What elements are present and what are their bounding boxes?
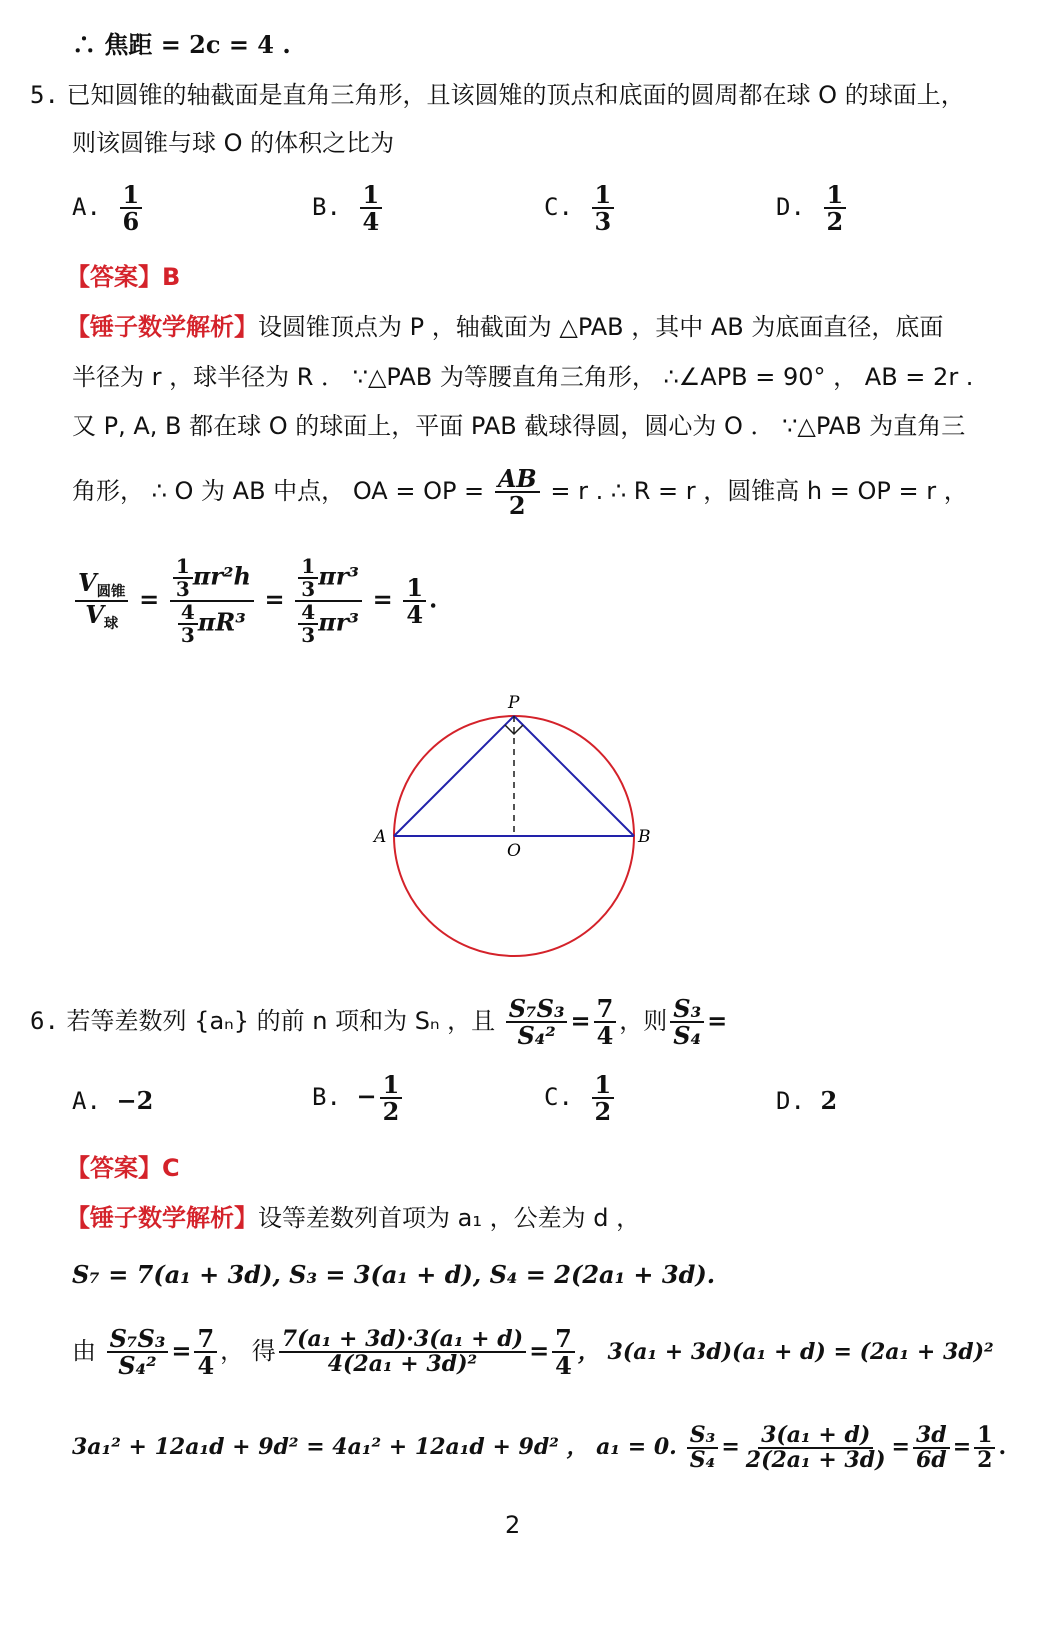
q5-stem-line2: 则该圆锥与球 O 的体积之比为 bbox=[72, 129, 395, 157]
q6-l3-fraction-4: $\frac{7}{4}$ bbox=[552, 1326, 575, 1378]
q5-option-b-fraction: $\frac{1}{4}$ bbox=[360, 182, 383, 234]
q6-option-a-value: −2 bbox=[116, 1086, 154, 1115]
q5-option-b bbox=[312, 180, 385, 237]
q5-option-d-label: D. bbox=[776, 192, 805, 221]
q5-number: 5. bbox=[30, 81, 59, 109]
q6-stem: 6. 若等差数列 {aₙ} 的前 n 项和为 Sₙ ，且 $\frac{\text{S₇S₃}}{\text{S₄²}}$ = $\frac{7}{4}$ ，则 $\frac{\text{S₃}}{\text{S₄}}$ = bbox=[30, 994, 728, 1051]
q6-analysis-line3: 由 $\frac{\text{S₇S₃}}{\text{S₄²}}$ = $\frac{7}{4}$ ， 得 $\frac{\text{7(a₁ + 3d)·3(a₁ + d)}}{\text{4(2a₁ + 3d)²}}$ = $\frac{7}{4}$ ， 3(a₁ + 3d)(a₁ + d) = (2a₁ + 3d)² bbox=[72, 1324, 994, 1381]
q6-answer-tag: 【答案】 bbox=[66, 1154, 162, 1182]
circle-triangle-diagram bbox=[340, 688, 660, 968]
q6-number: 6. bbox=[30, 1007, 59, 1036]
q6-l4-fraction-2: $\frac{\text{3(a₁ + d)}}{\text{2(2a₁ + 3d)}}$ bbox=[745, 1422, 886, 1474]
q5-option-c bbox=[544, 180, 617, 237]
q6-l4-fraction-4: $\frac{1}{2}$ bbox=[974, 1424, 995, 1472]
segment-pa bbox=[394, 716, 514, 836]
q5-analysis-line1 bbox=[66, 312, 943, 342]
q5-analysis-tag: 【锤子数学解析】 bbox=[66, 313, 258, 341]
q6-answer bbox=[66, 1153, 180, 1183]
segment-pb bbox=[514, 716, 634, 836]
q5-answer-value: B bbox=[162, 263, 181, 291]
previous-conclusion: ∴ 焦距 = 2c = 4 . bbox=[72, 30, 291, 59]
q5-option-d-fraction: $\frac{1}{2}$ bbox=[824, 182, 847, 234]
q5-option-b-label: B. bbox=[312, 192, 341, 221]
q6-stem-fraction-1: $\frac{\text{S₇S₃}}{\text{S₄²}}$ bbox=[506, 996, 568, 1048]
q5-analysis-line4 bbox=[72, 464, 968, 521]
q6-stem-fraction-2: $\frac{7}{4}$ bbox=[594, 996, 617, 1048]
q6-option-d-label: D. bbox=[776, 1087, 805, 1115]
q6-analysis-text1: 设等差数列首项为 a₁ ，公差为 d ， bbox=[258, 1204, 641, 1232]
label-a: A bbox=[374, 827, 387, 847]
q6-l4-fraction-3: $\frac{3d}{6d}$ bbox=[913, 1424, 950, 1472]
q6-option-b-fraction: $\frac{1}{2}$ bbox=[380, 1072, 403, 1124]
q6-option-d-value: 2 bbox=[820, 1086, 838, 1115]
label-o: O bbox=[507, 841, 521, 861]
q6-option-c-fraction: $\frac{1}{2}$ bbox=[592, 1072, 615, 1124]
q5-option-a-label: A. bbox=[72, 192, 101, 221]
volume-ratio-result: $\frac{1}{4}$ bbox=[403, 575, 426, 627]
q6-analysis-line4: 3a₁² + 12a₁d + 9d² = 4a₁² + 12a₁d + 9d² ， a₁ = 0. $\frac{\text{S₃}}{\text{S₄}}$ = $\frac{\text{3(a₁ + d)}}{\text{2(2a₁ + 3d)}}$ = $\frac{3d}{6d}$ = $\frac{1}{2}$ . bbox=[72, 1422, 1007, 1474]
q5-option-c-label: C. bbox=[544, 192, 573, 221]
q6-stem-pre: 若等差数列 {aₙ} 的前 n 项和为 Sₙ ，且 bbox=[66, 1007, 496, 1036]
q5-analysis-line2: 半径为 r ，球半径为 R ． ∵△PAB 为等腰直角三角形， ∴∠APB = 90° ， AB = 2r . bbox=[72, 363, 974, 391]
q5-analysis-line3: 又 P, A, B 都在球 O 的球面上，平面 PAB 截球得圆，圆心为 O ． ∵△PAB 为直角三 bbox=[72, 412, 966, 440]
q6-answer-value: C bbox=[162, 1154, 180, 1182]
volume-ratio-lhs: $\frac{V_{圆锥}}{V_球}$ bbox=[75, 570, 128, 632]
q6-analysis-line1 bbox=[66, 1203, 640, 1233]
q5-line4-post: = r . ∴ R = r ，圆锥高 h = OP = r ， bbox=[550, 477, 968, 506]
volume-ratio-fraction-1: $\frac{1}{3}$ πr²h $\frac{4}{3}$ πR³ bbox=[170, 556, 254, 646]
q5-option-d bbox=[776, 180, 849, 237]
q6-analysis-tag: 【锤子数学解析】 bbox=[66, 1204, 258, 1232]
q6-option-c-label: C. bbox=[544, 1082, 573, 1111]
page-number: 2 bbox=[505, 1511, 521, 1539]
q5-option-a bbox=[72, 180, 145, 237]
q6-analysis-line2: S₇ = 7(a₁ + 3d), S₃ = 3(a₁ + d), S₄ = 2(2a₁ + 3d). bbox=[72, 1260, 716, 1289]
q5-line4-pre: 角形， ∴ O 为 AB 中点， OA = OP = bbox=[72, 477, 485, 506]
q5-analysis-text1: 设圆锥顶点为 P ，轴截面为 △PAB ，其中 AB 为底面直径，底面 bbox=[258, 313, 944, 341]
q5-stem-line1 bbox=[30, 80, 965, 110]
q6-option-d bbox=[776, 1086, 837, 1116]
q6-l3-fraction-2: $\frac{7}{4}$ bbox=[194, 1326, 217, 1378]
q6-stem-fraction-3: $\frac{\text{S₃}}{\text{S₄}}$ bbox=[670, 996, 704, 1048]
label-b: B bbox=[638, 827, 651, 847]
q5-volume-ratio: $\frac{V_{圆锥}}{V_球}$ = $\frac{1}{3}$ πr²h $\frac{4}{3}$ πR³ = $\frac{1}{3}$ πr³ $\frac{4}{3}$ πr³ = $\frac{1}{4}$ . bbox=[72, 556, 437, 646]
q6-option-b-sign: − bbox=[356, 1081, 377, 1111]
q5-answer-tag: 【答案】 bbox=[66, 263, 162, 291]
q6-option-a-label: A. bbox=[72, 1087, 101, 1115]
q6-option-a bbox=[72, 1086, 153, 1116]
label-p: P bbox=[508, 693, 520, 713]
q5-option-a-fraction: $\frac{1}{6}$ bbox=[120, 182, 143, 234]
q5-answer bbox=[66, 262, 180, 292]
q5-stem-text1: 已知圆锥的轴截面是直角三角形，且该圆雉的顶点和底面的圆周都在球 O 的球面上， bbox=[66, 81, 965, 109]
q6-l3-fraction-1: $\frac{\text{S₇S₃}}{\text{S₄²}}$ bbox=[107, 1326, 169, 1378]
q6-option-c bbox=[544, 1070, 617, 1127]
q6-option-b bbox=[312, 1070, 405, 1127]
q5-line4-fraction: $\frac{AB}{2}$ bbox=[495, 466, 540, 518]
q6-l3-fraction-3: $\frac{\text{7(a₁ + 3d)·3(a₁ + d)}}{\text{4(2a₁ + 3d)²}}$ bbox=[279, 1328, 526, 1376]
q5-option-c-fraction: $\frac{1}{3}$ bbox=[592, 182, 615, 234]
q6-option-b-label: B. bbox=[312, 1082, 341, 1111]
volume-ratio-fraction-2: $\frac{1}{3}$ πr³ $\frac{4}{3}$ πr³ bbox=[295, 556, 362, 646]
q6-l4-fraction-1: $\frac{\text{S₃}}{\text{S₄}}$ bbox=[687, 1424, 719, 1472]
